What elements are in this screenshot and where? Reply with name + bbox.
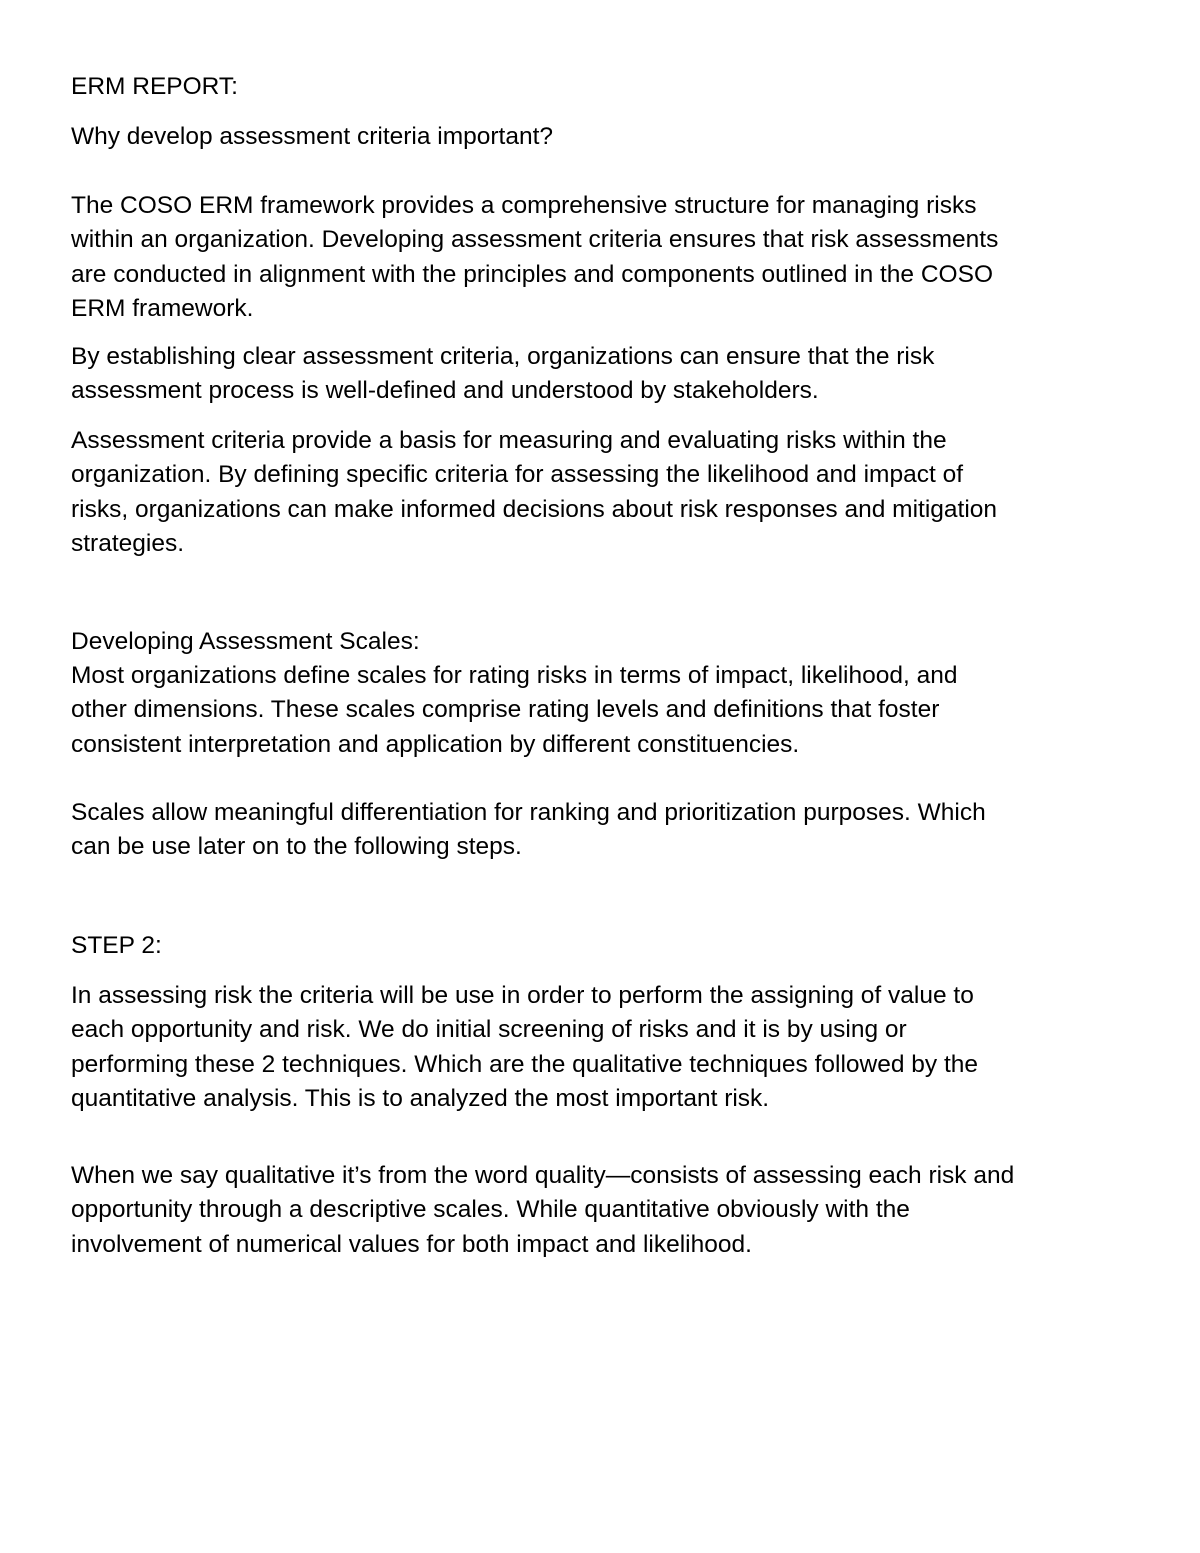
paragraph-rating-scales: Most organizations define scales for rating risks in terms of impact, likelihood, and other dimensions. These scales comprise rating levels and definitions that foster consistent interpretation and application by different constituencies. bbox=[71, 662, 958, 758]
step-2-heading: STEP 2: bbox=[71, 932, 162, 959]
paragraph-clear-criteria: By establishing clear assessment criteria, organizations can ensure that the risk assessment process is well-defined and understood by stakeholders. bbox=[71, 343, 935, 405]
report-title: ERM REPORT: bbox=[71, 73, 238, 100]
paragraph-coso-framework: The COSO ERM framework provides a comprehensive structure for managing risks within an organization. Developing assessment criteria ensures that risk assessments are conducted in alignment with the principles and components outlined in the COSO ERM framework. bbox=[71, 192, 999, 322]
scales-heading: Developing Assessment Scales: bbox=[71, 628, 420, 655]
paragraph-assessing-risk: In assessing risk the criteria will be use in order to perform the assigning of value to each opportunity and risk. We do initial screening of risks and it is by using or performing these 2 techniques. Which are the qualitative techniques followed by the quantitative analysis. This is to analyzed the most important risk. bbox=[71, 982, 979, 1112]
paragraph-differentiation: Scales allow meaningful differentiation for ranking and prioritization purposes. Which can be use later on to the following steps. bbox=[71, 799, 986, 861]
paragraph-qualitative-quantitative: When we say qualitative it’s from the word quality—consists of assessing each risk and opportunity through a descriptive scales. While quantitative obviously with the involvement of numerical values for both impact and likelihood. bbox=[71, 1162, 1015, 1258]
paragraph-measuring-risks: Assessment criteria provide a basis for measuring and evaluating risks within the organization. By defining specific criteria for assessing the likelihood and impact of risks, organizations can make informed decisions about risk responses and mitigation strategies. bbox=[71, 427, 998, 557]
section-question: Why develop assessment criteria important? bbox=[71, 123, 554, 150]
